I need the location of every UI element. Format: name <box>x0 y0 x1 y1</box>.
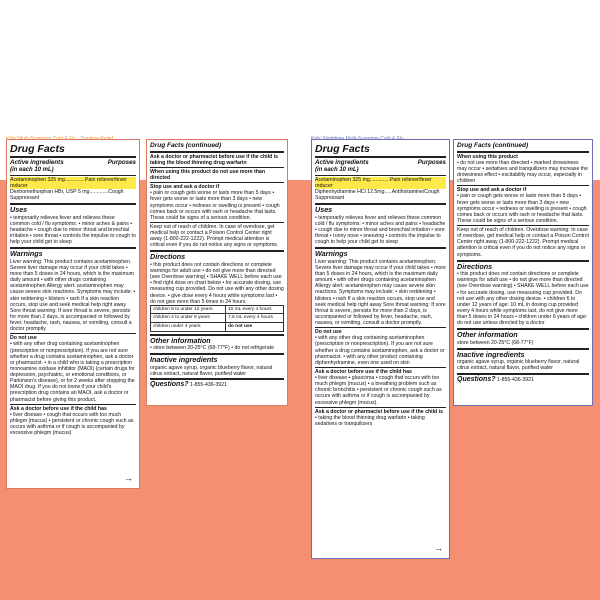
inactive-heading: Inactive ingredients <box>150 353 284 364</box>
active-ingredients-header <box>315 156 446 166</box>
do-not-use-text: • with any other drug containing acetaminophen (prescription or nonprescription). If you are not sure whether a drug contains acetaminophen, ask a doctor or pharmacist. • in a child who is taking a prescription monoamine oxidase inhibitor (MAOI) (certain drugs for depression, psychiatric, or emotional conditions, or Parkinson's disease), or for 2 weeks after stopping the MAOI drug. If you do not know if your child's prescription drug contains an MAOI, ask a doctor or pharmacist before giving this product. <box>10 341 135 403</box>
questions-label: Questions? <box>150 381 189 389</box>
directions-heading: Directions <box>150 250 284 261</box>
per-dose-label: (in each 10 mL) <box>10 166 54 173</box>
when-using-text: • do not use more than directed • marked drowsiness may occur • sedatives and tranquilizers may increase the drowsiness effect • excitability may occur, especially in children <box>457 159 588 185</box>
keep-out-text: Keep out of reach of children. Overdose warning: In case of overdose, get medical help or contact a Poison Control Center right away (1-800-222-1222). Prompt medical attention is critical even if you do not notice any signs or symptoms. <box>457 227 589 258</box>
nighttime-drug-facts-panel <box>311 139 450 559</box>
drug-facts-continued-title: Drug Facts (continued) <box>150 142 222 149</box>
ask-pharmacist-heading: Ask a doctor or pharmacist before use if the child is <box>315 408 443 415</box>
warnings-heading: Warnings <box>315 247 446 258</box>
inactive-text: organic agave syrup, organic blueberry flavor, natural citrus extract, natural flavor, purified water <box>150 364 273 377</box>
stop-use-heading: Stop use and ask a doctor if <box>457 187 527 194</box>
continue-arrow-icon: → <box>124 473 133 484</box>
ask-doctor-heading: Ask a doctor before use if the child has <box>315 368 412 375</box>
warnings-text: Liver warning: This product contains acetaminophen. Severe liver damage may occur if your child takes • more than 5 doses in 24 hours, which is the maximum daily amount • with other drugs containing acetaminophen Allergy alert: acetaminophen may cause severe skin reactions. Symptoms may include: • skin reddening • blisters • rash If a skin reaction occurs, stop use and seek medical help right away Sore throat warning: If sore throat is severe, persists for more than 2 days, is accompanied or followed by fever, headache, rash, nausea, or vomiting, consult a doctor promptly. <box>10 258 136 333</box>
ingredient-1: Acetaminophen 325 mg..............Pain reliever/fever reducer <box>10 177 136 189</box>
age-cell: children under 4 years <box>151 323 226 332</box>
uses-heading: Uses <box>315 203 446 214</box>
ask-doctor-text: • liver disease • cough that occurs with too much phlegm (mucus) • persistent or chronic cough such as occurs with asthma or if cough is accompanied by excessive phlegm (mucus) <box>10 411 134 437</box>
age-cell: children 4 to under 6 years <box>151 314 226 323</box>
other-info-heading: Other information <box>150 334 284 345</box>
directions-heading: Directions <box>457 260 589 271</box>
dose-cell: 7.5 mL every 4 hours <box>225 314 283 323</box>
phone-number: 1-855-436-3921 <box>189 382 227 389</box>
daytime-drug-facts-panel <box>6 139 140 489</box>
uses-text: • temporarily relieves fever and relieves these common cold / flu symptoms: • minor aches and pains • headache • cough due to minor throat and bronchial irritation • sore throat • runny nose • sneezing • controls the impulse to cough to help your child get to sleep <box>315 214 446 246</box>
keep-out-text: Keep out of reach of children. In case of overdose, get medical help or contact a Poison Control Center right away (1-800-222-1222). Prompt medical attention is critical even if you do not notice any signs or symptoms. <box>150 223 279 249</box>
table-row <box>151 305 284 314</box>
ask-doctor-text: • liver disease • glaucoma • cough that occurs with too much phlegm (mucus) • a breathing problem such as chronic bronchitis • persistent or chronic cough such as occurs with asthma or if cough is accompanied by excessive phlegm (mucus). <box>315 375 442 406</box>
ingredient-1: Acetaminophen 325 mg..............Pain reliever/fever reducer <box>315 177 446 189</box>
do-not-use-heading: Do not use <box>10 335 37 342</box>
other-info-text: store between 20-25°C (68-77°F) <box>457 339 534 346</box>
stop-use-text: • pain or cough gets worse or lasts more than 5 days • fever gets worse or lasts more than 3 days • new symptoms occur • redness or swelling is present • cough comes back or occurs with rash or headache that lasts. These could be signs of a serious condition. <box>150 190 280 221</box>
dosing-table <box>150 305 284 332</box>
warnings-heading: Warnings <box>10 247 136 258</box>
do-not-use-text: • with any other drug containing acetaminophen (prescription or nonprescription). If you are not sure whether a drug contains acetaminophen, ask a doctor or pharmacist. • with any other product containing diphenhydramine, even one used on skin <box>315 335 445 366</box>
nighttime-drug-facts-continued-panel <box>453 139 593 406</box>
ingredient-2: Diphenhydramine HCl 12.5mg.....Antihistamine/Cough Suppressant <box>315 189 440 202</box>
table-row <box>151 323 284 332</box>
inactive-text: organic agave syrup, organic blueberry flavor, natural citrus extract, natural flavor, purified water <box>457 359 580 372</box>
directions-text: • this product does not contain directions or complete warnings for adult use • do not give more than directed (see Overdose warning) • SHAKE WELL before each use • find right dose on chart below • for accurate dosing, use measuring cup provided. Do not use with any other dosing device. • give dose every 4 hours while symptoms last • do not give more than 5 times in 24 hours <box>150 261 284 305</box>
ask-doctor-heading: Ask a doctor before use if the child has <box>10 405 107 412</box>
active-ingredients-label: Active ingredients <box>315 159 369 167</box>
inactive-heading: Inactive ingredients <box>457 348 589 359</box>
warnings-text: Liver warning: This product contains acetaminophen. Severe liver damage may occur if your child takes • more than 5 doses in 24 hours, which is the maximum daily amount • with other drugs containing acetaminophen Allergy alert: acetaminophen may cause severe skin reactions. Symptoms may include: • skin reddening • blisters • rash If a skin reaction occurs, stop use and seek medical help right away Sore throat warning: If sore throat is severe, persists for more than 2 days, is accompanied or followed by fever, headache, rash, nausea, or vomiting, consult a doctor promptly. <box>315 258 446 327</box>
dose-cell: do not use <box>225 323 283 332</box>
when-using-heading: When using this product <box>457 153 518 160</box>
ingredient-2: Dextromethorphan HBr, USP 5 mg.............Cough Suppressant <box>10 189 124 202</box>
dose-cell: 10 mL every 4 hours <box>225 305 283 314</box>
active-ingredients-label: Active ingredients <box>10 159 64 167</box>
drug-facts-title: Drug Facts <box>315 143 370 155</box>
directions-text: • this product does not contain directions or complete warnings for adult use • do not give more than directed (see Overdose warning) • SHAKE WELL before each use • for accurate dosing, use measuring cup provided. Do not use with any other dosing device. • children 6 to under 12 years of age: 10 mL in dosing cup provided every 4 hours while symptoms last, do not give more than 5 doses in 24 hours • children under 6 years of age: do not use unless directed by a doctor <box>457 271 589 327</box>
continue-arrow-icon: → <box>434 543 443 554</box>
drug-facts-title: Drug Facts <box>10 143 65 155</box>
stop-use-heading: Stop use and ask a doctor if <box>150 184 220 191</box>
other-info-heading: Other information <box>457 328 589 339</box>
uses-heading: Uses <box>10 203 136 214</box>
active-ingredients-header <box>10 156 136 166</box>
uses-text: • temporarily relieves fever and relieves these common cold / flu symptoms: • minor aches & pains • headache • cough due to minor throat and bronchial irritation • sore throat • controls the impulse to cough to help your child get to sleep <box>10 214 136 246</box>
daytime-drug-facts-continued-panel <box>146 139 288 406</box>
age-cell: children 6 to under 12 years <box>151 305 226 314</box>
phone-number: 1-855-436-3921 <box>496 376 534 383</box>
drug-facts-continued-title: Drug Facts (continued) <box>457 142 529 149</box>
other-info-text: • store between 20-25°C (68-77°F) • do not refrigerate <box>150 345 274 352</box>
table-row <box>151 314 284 323</box>
per-dose-label: (in each 10 mL) <box>315 166 359 173</box>
purposes-label: Purposes <box>417 159 446 167</box>
stop-use-text: • pain or cough gets worse or lasts more than 5 days • fever gets worse or lasts more than 3 days • new symptoms occur • redness or swelling is present • cough comes back or occurs with rash or headache that lasts. These could be signs of a serious condition. <box>457 193 587 224</box>
do-not-use-heading: Do not use <box>315 329 342 336</box>
when-using-text: When using this product do not use more than directed <box>150 168 265 182</box>
ask-pharmacist-text: Ask a doctor or pharmacist before use if the child is taking the blood thinning drug warfarin <box>150 153 278 166</box>
questions-label: Questions? <box>457 375 496 383</box>
ask-pharmacist-text: • taking the blood thinning drug warfarin • taking sedatives or tranquilizers <box>315 414 425 427</box>
purposes-label: Purposes <box>107 159 136 167</box>
